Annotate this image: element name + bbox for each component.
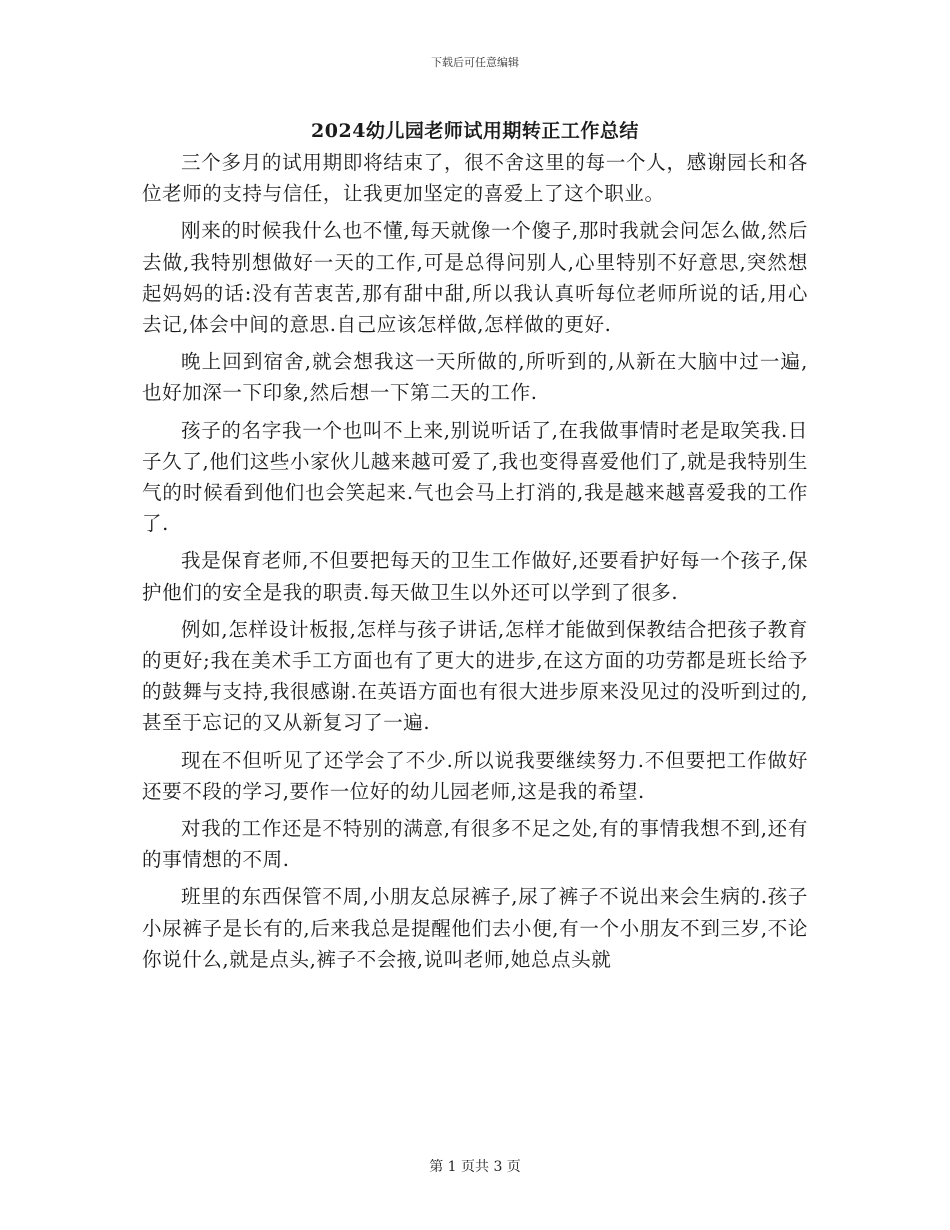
paragraph: 现在不但听见了还学会了不少.所以说我要继续努力.不但要把工作做好还要不段的学习,要作一位好的幼儿园老师,这是我的希望. xyxy=(142,748,808,803)
header-note: 下载后可任意编辑 xyxy=(431,56,519,69)
page-number: 第 1 页共 3 页 xyxy=(429,1159,521,1175)
paragraph: 对我的工作还是不特别的满意,有很多不足之处,有的事情我想不到,还有的事情想的不周. xyxy=(142,817,808,872)
paragraph: 刚来的时候我什么也不懂,每天就像一个傻子,那时我就会问怎么做,然后去做,我特别想做好一天的工作,可是总得问别人,心里特别不好意思,突然想起妈妈的话:没有苦衷苦,那有甜中甜,所以我认真听每位老师所说的话,用心去记,体会中间的意思.自己应该怎样做,怎样做的更好. xyxy=(142,219,808,337)
paragraph: 晚上回到宿舍,就会想我这一天所做的,所听到的,从新在大脑中过一遍,也好加深一下印象,然后想一下第二天的工作. xyxy=(142,350,808,405)
paragraph: 孩子的名字我一个也叫不上来,别说听话了,在我做事情时老是取笑我.日子久了,他们这些小家伙儿越来越可爱了,我也变得喜爱他们了,就是我特别生气的时候看到他们也会笑起来.气也会马上打消的,我是越来越喜爱我的工作了. xyxy=(142,418,808,536)
paragraph: 班里的东西保管不周,小朋友总尿裤子,尿了裤子不说出来会生病的.孩子小尿裤子是长有的,后来我总是提醒他们去小便,有一个小朋友不到三岁,不论你说什么,就是点头,裤子不会掖,说叫老师,她总点头就 xyxy=(142,885,808,971)
document-body xyxy=(142,147,808,981)
paragraph: 三个多月的试用期即将结束了，很不舍这里的每一个人，感谢园长和各位老师的支持与信任，让我更加坚定的喜爱上了这个职业。 xyxy=(142,151,808,206)
document-title: 2024幼儿园老师试用期转正工作总结 xyxy=(311,120,639,142)
paragraph: 我是保育老师,不但要把每天的卫生工作做好,还要看护好每一个孩子,保护他们的安全是我的职责.每天做卫生以外还可以学到了很多. xyxy=(142,549,808,604)
paragraph: 例如,怎样设计板报,怎样与孩子讲话,怎样才能做到保教结合把孩子教育的更好;我在美术手工方面也有了更大的进步,在这方面的功劳都是班长给予的鼓舞与支持,我很感谢.在英语方面也有很大进步原来没见过的没听到过的,甚至于忘记的又从新复习了一遍. xyxy=(142,617,808,735)
